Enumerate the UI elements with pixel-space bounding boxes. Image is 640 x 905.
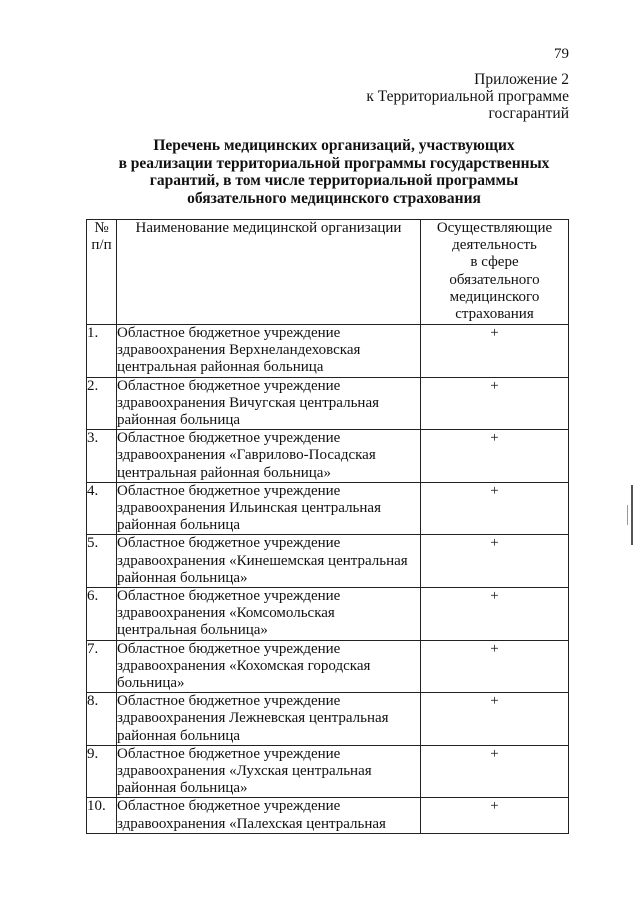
name-line: здравоохранения «Кохомская городская	[117, 657, 371, 674]
oms-mark: +	[421, 693, 569, 746]
row-number: 5.	[87, 535, 117, 588]
name-line: здравоохранения «Комсомольская	[117, 605, 335, 622]
organization-name	[117, 588, 421, 641]
title-line: гарантий, в том числе территориальной программы	[149, 172, 519, 189]
header-oms-line: медицинского	[449, 288, 540, 305]
row-number: 10.	[87, 798, 117, 833]
organization-name	[117, 430, 421, 483]
title-line: обязательного медицинского страхования	[187, 189, 481, 207]
row-number: 7.	[87, 640, 117, 693]
oms-mark: +	[421, 640, 569, 693]
header-oms-line: Осуществляющие	[436, 220, 553, 236]
header-oms-line: обязательного	[449, 271, 540, 288]
header-number-abbr: п/п	[91, 237, 112, 254]
table-row	[87, 798, 569, 833]
organization-name	[117, 640, 421, 693]
name-line: Областное бюджетное учреждение	[117, 745, 341, 762]
oms-mark: +	[421, 588, 569, 641]
name-line: здравоохранения «Лухская центральная	[117, 763, 372, 780]
row-number: 2.	[87, 377, 117, 430]
organizations-table	[86, 219, 569, 834]
table-row	[87, 430, 569, 483]
appendix-line: госгарантий	[488, 105, 569, 122]
table-row	[87, 745, 569, 798]
organization-name	[117, 693, 421, 746]
oms-mark: +	[421, 745, 569, 798]
organization-name	[117, 482, 421, 535]
name-line: районная больница	[117, 517, 241, 534]
organization-name	[117, 377, 421, 430]
name-line: здравоохранения «Гаврилово-Посадская	[117, 447, 376, 464]
name-line: здравоохранения Лежневская центральная	[117, 710, 389, 727]
organization-name	[117, 325, 421, 378]
header-number-symbol: №	[94, 220, 109, 236]
name-line: больница»	[117, 675, 185, 692]
header-organization-name: Наименование медицинской организации	[117, 220, 421, 325]
oms-mark: +	[421, 798, 569, 833]
scan-edge-mark	[627, 505, 628, 525]
name-line: Областное бюджетное учреждение	[117, 430, 341, 447]
oms-mark: +	[421, 535, 569, 588]
name-line: здравоохранения Ильинская центральная	[117, 500, 381, 517]
title-line: Перечень медицинских организаций, участвующих	[153, 137, 515, 154]
row-number: 9.	[87, 745, 117, 798]
name-line: районная больница»	[117, 569, 248, 586]
oms-mark: +	[421, 377, 569, 430]
oms-mark: +	[421, 430, 569, 483]
name-line: Областное бюджетное учреждение	[117, 588, 341, 605]
document-title	[72, 137, 596, 207]
name-line: районная больница	[117, 727, 241, 744]
name-line: Областное бюджетное учреждение	[117, 535, 341, 552]
name-line: центральная районная больница	[117, 359, 324, 376]
table-row	[87, 535, 569, 588]
name-line: Областное бюджетное учреждение	[117, 798, 341, 815]
header-number	[87, 220, 117, 325]
row-number: 3.	[87, 430, 117, 483]
table-header-row	[87, 220, 569, 325]
name-line: здравоохранения Верхнеландеховская	[117, 342, 361, 359]
table-row	[87, 325, 569, 378]
row-number: 8.	[87, 693, 117, 746]
organization-name	[117, 535, 421, 588]
organization-name	[117, 798, 421, 833]
table-row	[87, 377, 569, 430]
header-oms-line: в сфере	[470, 254, 519, 271]
page-number: 79	[554, 46, 569, 62]
table-row	[87, 640, 569, 693]
appendix-line: Приложение 2	[474, 71, 569, 88]
name-line: центральная больница»	[117, 622, 268, 639]
table-row	[87, 482, 569, 535]
name-line: Областное бюджетное учреждение	[117, 640, 341, 657]
name-line: Областное бюджетное учреждение	[117, 693, 341, 710]
scan-edge-mark	[631, 485, 633, 545]
table-row	[87, 588, 569, 641]
organization-name	[117, 745, 421, 798]
name-line: Областное бюджетное учреждение	[117, 377, 341, 394]
header-oms-activity	[421, 220, 569, 325]
name-line: центральная районная больница»	[117, 464, 331, 481]
name-line: здравоохранения Вичугская центральная	[117, 394, 380, 411]
name-line: районная больница	[117, 412, 241, 429]
row-number: 6.	[87, 588, 117, 641]
name-line: Областное бюджетное учреждение	[117, 325, 341, 341]
table-row	[87, 693, 569, 746]
name-line: районная больница»	[117, 780, 248, 797]
title-line: в реализации территориальной программы государственных	[118, 154, 550, 172]
appendix-reference	[366, 71, 569, 122]
name-line: здравоохранения «Кинешемская центральная	[117, 552, 408, 569]
row-number: 1.	[87, 325, 117, 378]
oms-mark: +	[421, 482, 569, 535]
header-oms-line: деятельность	[452, 237, 537, 254]
header-oms-line: страхования	[455, 306, 534, 323]
name-line: Областное бюджетное учреждение	[117, 482, 341, 499]
row-number: 4.	[87, 482, 117, 535]
name-line: здравоохранения «Палехская центральная	[117, 815, 386, 832]
appendix-line: к Территориальной программе	[366, 88, 569, 105]
oms-mark: +	[421, 325, 569, 378]
